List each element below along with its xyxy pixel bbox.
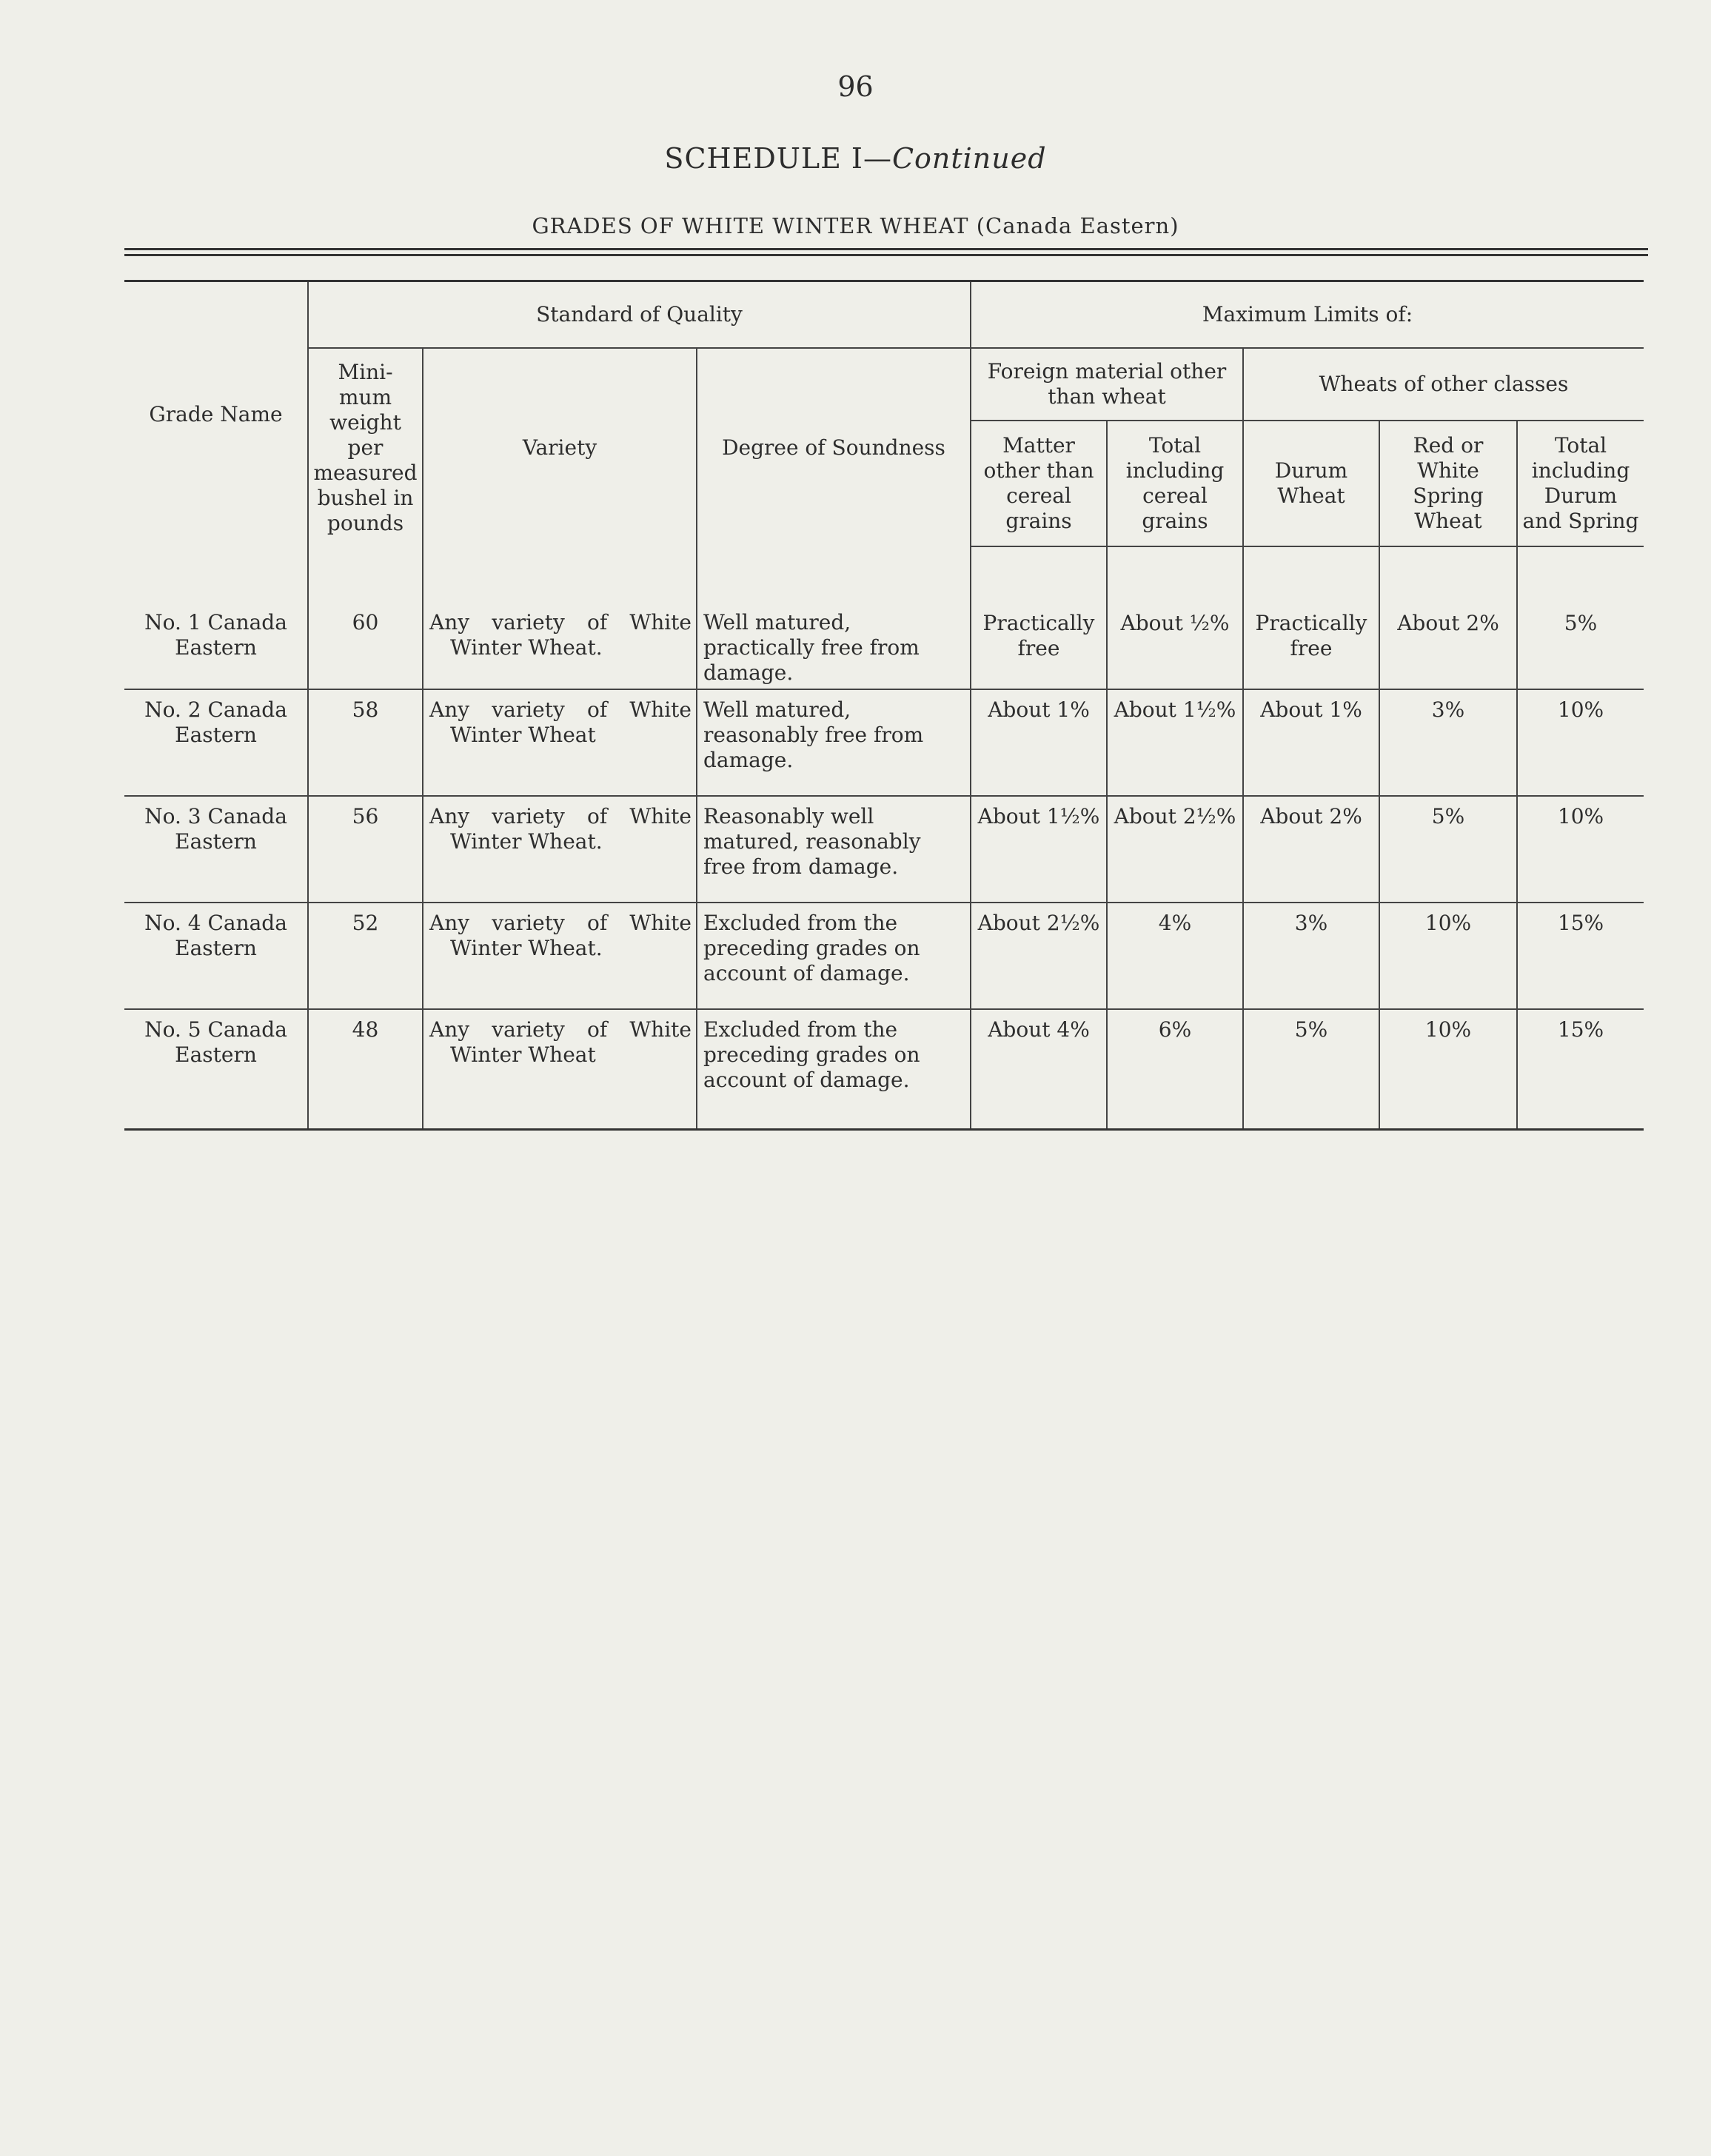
table-row <box>124 1009 1644 1130</box>
header-grade-name: Grade Name <box>124 281 308 547</box>
total-cereal-cell: 6% <box>1107 1009 1243 1130</box>
table-row <box>124 546 1644 689</box>
header-variety: Variety <box>423 348 697 546</box>
table-title: GRADES OF WHITE WINTER WHEAT (Canada Eastern) <box>532 213 1179 238</box>
variety-line-2: Winter Wheat. <box>450 936 603 960</box>
title-rule-bottom <box>124 254 1648 256</box>
soundness-cell: Well matured, reasonably free from damage. <box>697 689 971 796</box>
min-weight-cell: 52 <box>308 903 423 1009</box>
matter-other-cell: About 4% <box>971 1009 1107 1130</box>
header-standard-of-quality: Standard of Quality <box>308 281 971 349</box>
header-row-1 <box>124 281 1644 349</box>
schedule-title-main: SCHEDULE I— <box>664 142 892 175</box>
grade-name-cell: No. 5 Canada Eastern <box>124 1009 308 1130</box>
min-weight-cell: 60 <box>308 546 423 689</box>
total-durum-spring-cell: 10% <box>1517 689 1644 796</box>
title-rule-top <box>124 248 1648 250</box>
matter-other-cell: Practically free <box>971 546 1107 689</box>
variety-line-2: Winter Wheat. <box>450 829 603 854</box>
header-matter-other: Matter other than cereal grains <box>971 421 1107 546</box>
variety-line-1: Any variety of White <box>429 804 692 828</box>
durum-cell: 3% <box>1243 903 1379 1009</box>
variety-line-1: Any variety of White <box>429 911 692 935</box>
durum-cell: About 2% <box>1243 796 1379 903</box>
min-weight-cell: 48 <box>308 1009 423 1130</box>
total-durum-spring-cell: 15% <box>1517 903 1644 1009</box>
header-degree-of-soundness: Degree of Soundness <box>697 348 971 546</box>
total-cereal-cell: About 2½% <box>1107 796 1243 903</box>
variety-line-1: Any variety of White <box>429 697 692 722</box>
header-total-incl-cereal: Total including cereal grains <box>1107 421 1243 546</box>
header-maximum-limits: Maximum Limits of: <box>971 281 1644 349</box>
soundness-cell: Well matured, practically free from damage. <box>697 546 971 689</box>
durum-cell: 5% <box>1243 1009 1379 1130</box>
variety-line-1: Any variety of White <box>429 610 692 635</box>
soundness-cell: Excluded from the preceding grades on account of damage. <box>697 1009 971 1130</box>
total-durum-spring-cell: 15% <box>1517 1009 1644 1130</box>
variety-line-2: Winter Wheat <box>450 1042 596 1067</box>
header-wheats-other-classes: Wheats of other classes <box>1243 348 1644 421</box>
variety-cell <box>423 796 697 903</box>
variety-line-2: Winter Wheat. <box>450 635 603 660</box>
soundness-cell: Reasonably well matured, reasonably free from damage. <box>697 796 971 903</box>
schedule-title <box>0 142 1711 175</box>
header-row-2 <box>124 348 1644 421</box>
red-white-spring-cell: About 2% <box>1379 546 1517 689</box>
total-cereal-cell: About 1½% <box>1107 689 1243 796</box>
red-white-spring-cell: 10% <box>1379 1009 1517 1130</box>
variety-cell <box>423 546 697 689</box>
variety-cell <box>423 903 697 1009</box>
total-durum-spring-cell: 10% <box>1517 796 1644 903</box>
header-min-weight: Mini- mum weight per measured bushel in pounds <box>308 348 423 546</box>
variety-line-2: Winter Wheat <box>450 723 596 747</box>
matter-other-cell: About 1% <box>971 689 1107 796</box>
grades-table <box>124 280 1644 1131</box>
soundness-cell: Excluded from the preceding grades on account of damage. <box>697 903 971 1009</box>
table-row <box>124 903 1644 1009</box>
page-number: 96 <box>837 70 874 103</box>
total-cereal-cell: 4% <box>1107 903 1243 1009</box>
total-durum-spring-cell: 5% <box>1517 546 1644 689</box>
grade-name-cell: No. 2 Canada Eastern <box>124 689 308 796</box>
red-white-spring-cell: 5% <box>1379 796 1517 903</box>
variety-cell <box>423 1009 697 1130</box>
header-durum: Durum Wheat <box>1243 421 1379 546</box>
matter-other-cell: About 2½% <box>971 903 1107 1009</box>
durum-cell: Practically free <box>1243 546 1379 689</box>
variety-line-1: Any variety of White <box>429 1017 692 1042</box>
durum-cell: About 1% <box>1243 689 1379 796</box>
grade-name-cell: No. 4 Canada Eastern <box>124 903 308 1009</box>
header-foreign-material: Foreign material other than wheat <box>971 348 1243 421</box>
min-weight-cell: 58 <box>308 689 423 796</box>
grade-name-cell: No. 3 Canada Eastern <box>124 796 308 903</box>
grade-name-cell: No. 1 Canada Eastern <box>124 546 308 689</box>
table-row <box>124 796 1644 903</box>
red-white-spring-cell: 10% <box>1379 903 1517 1009</box>
header-total-durum-spring: Total including Durum and Spring <box>1517 421 1644 546</box>
variety-cell <box>423 689 697 796</box>
red-white-spring-cell: 3% <box>1379 689 1517 796</box>
table-row <box>124 689 1644 796</box>
min-weight-cell: 56 <box>308 796 423 903</box>
matter-other-cell: About 1½% <box>971 796 1107 903</box>
total-cereal-cell: About ½% <box>1107 546 1243 689</box>
schedule-title-continued: Continued <box>891 142 1047 175</box>
header-red-white-spring: Red or White Spring Wheat <box>1379 421 1517 546</box>
